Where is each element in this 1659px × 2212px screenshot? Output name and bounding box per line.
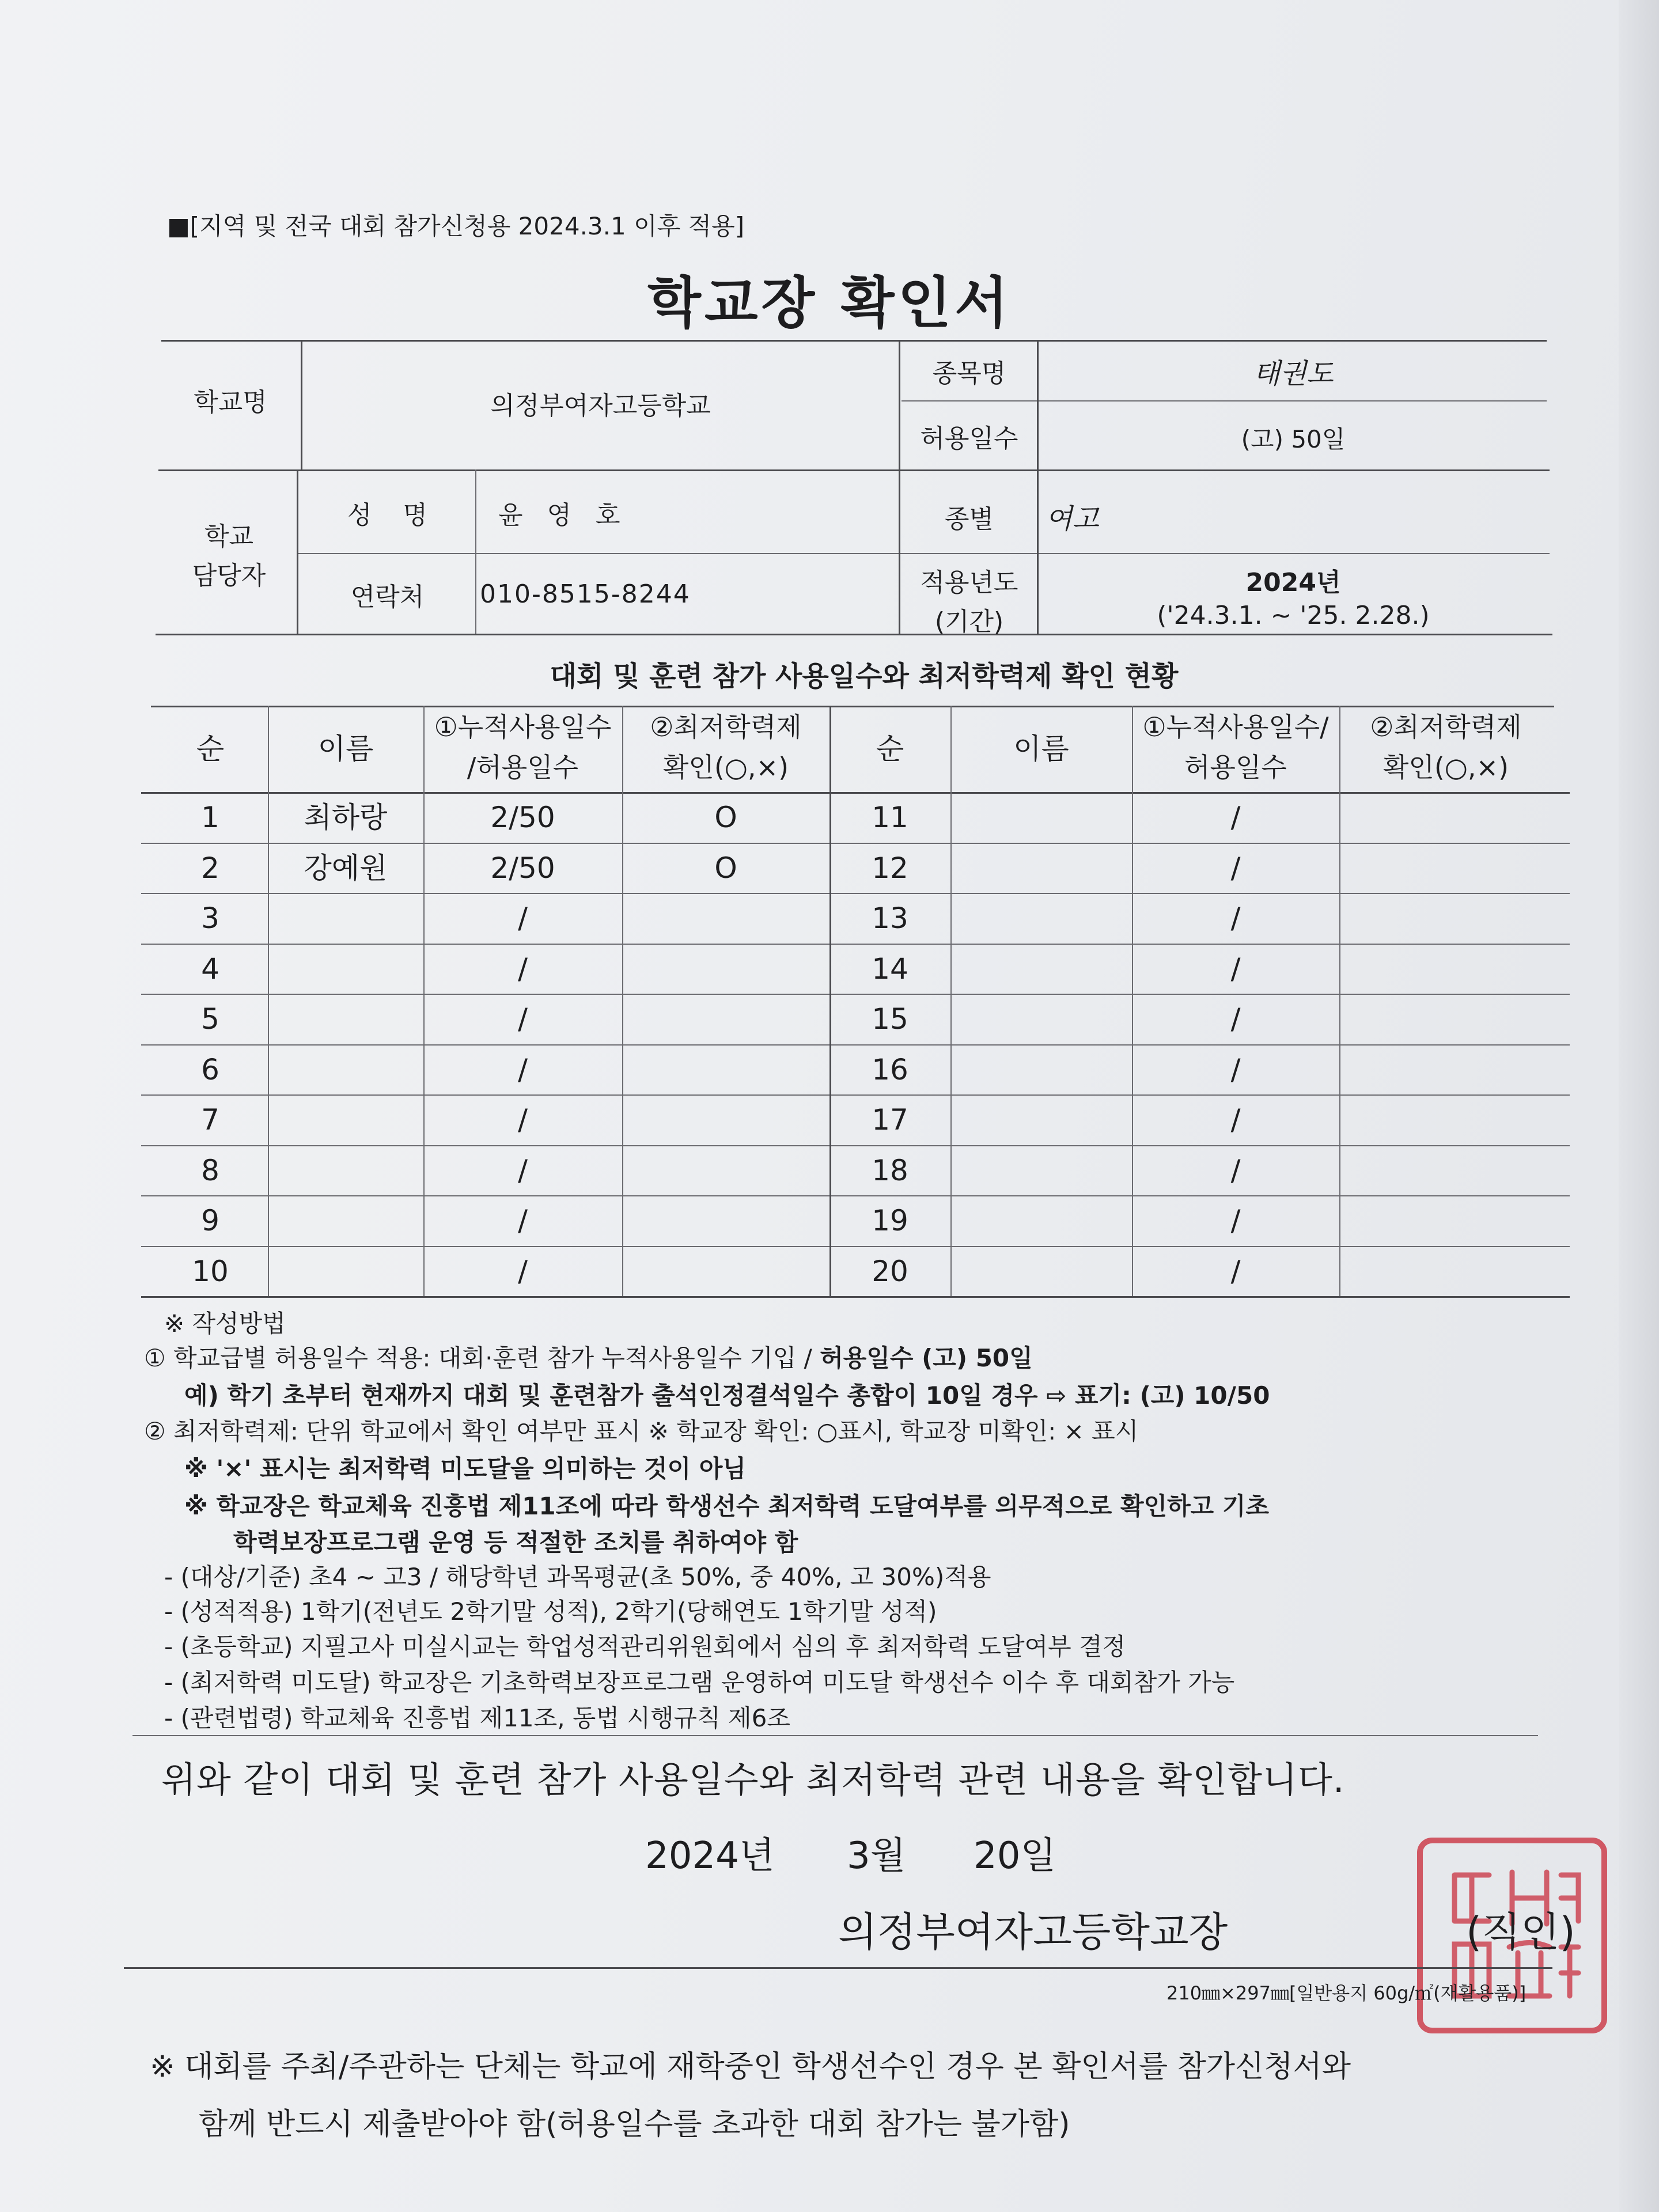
table-cell-name: 최하랑 [304,800,388,834]
header-no: 순 [196,732,225,766]
date-year: 2024년 [645,1835,775,1877]
period-label-line2: (기간) [934,607,1004,637]
table-cell-no-r: 12 [872,851,908,885]
header-note: ■[지역 및 전국 대회 참가신청용 2024.3.1 이후 적용] [167,212,745,240]
table-cell-days: / [518,1203,528,1237]
header-check-right-line1: ②최저학력제 [1370,711,1522,743]
table-cell-days-r: / [1230,800,1241,834]
table-cell-days: / [518,1052,528,1086]
table-cell-no: 1 [201,800,219,834]
table-cell-check: O [714,800,737,834]
table-cell-name-r [950,994,1132,1044]
table-cell-days-r: / [1230,1002,1241,1036]
table-cell-check-r [1339,944,1552,994]
table-cell-check-r [1339,1094,1552,1145]
table-cell-name-r [950,1246,1132,1297]
note-line-6: 학력보장프로그램 운영 등 적절한 조치를 취하여야 함 [233,1528,798,1556]
document-title: 학교장 확인서 [647,271,1012,335]
note-line-1a: ① 학교급별 허용일수 적용: 대회·훈련 참가 누적사용일수 기입 / [144,1344,820,1372]
table-cell-name-r [950,1195,1132,1246]
table-cell-check-r [1339,1195,1552,1246]
seal-label: (직인) [1466,1908,1575,1956]
header-days-right-line2: 허용일수 [1184,752,1287,783]
table-cell-days-r: / [1230,1052,1241,1086]
phone-label: 연락처 [350,582,425,612]
table-cell-no: 2 [201,851,219,885]
table-cell-name [268,1145,423,1196]
table-cell-no: 4 [201,952,219,986]
table-cell-check-r [1339,792,1552,843]
phone-value: 010-8515-8244 [480,579,691,609]
table-cell-days-r: / [1230,1103,1241,1137]
table-cell-name [268,893,423,944]
header-check-line1: ②최저학력제 [650,711,802,743]
table-cell-days-r: / [1230,851,1241,885]
table-cell-no-r: 17 [872,1103,908,1137]
table-cell-name-r [950,1094,1132,1145]
table-cell-name-r [950,843,1132,893]
table-cell-days-r: / [1230,1153,1241,1187]
notes-heading: ※ 작성방법 [164,1309,286,1338]
table-cell-check [622,1145,830,1196]
contact-label-line1: 학교 [204,522,253,551]
table-cell-check-r [1339,1246,1552,1297]
table-cell-no-r: 18 [872,1153,908,1187]
allowed-days-label: 허용일수 [920,424,1018,453]
sport-value: 태권도 [1253,358,1334,390]
table-cell-name [268,1195,423,1246]
table-cell-no: 8 [201,1153,219,1187]
note-line-8: - (성적적용) 1학기(전년도 2학기말 성적), 2학기(당해연도 1학기말 성적) [164,1597,937,1626]
table-cell-check-r [1339,1145,1552,1196]
table-cell-no: 7 [201,1103,219,1137]
table-cell-days-r: / [1230,1254,1241,1288]
date-day: 20일 [974,1835,1056,1877]
table-cell-check: O [714,851,737,885]
note-line-5: ※ 학교장은 학교체육 진흥법 제11조에 따라 학생선수 최저학력 도달여부를 의무적으로 확인하고 기초 [184,1492,1270,1520]
category-label: 종별 [944,505,994,534]
table-cell-no-r: 13 [872,901,908,935]
category-value: 여고 [1046,503,1099,535]
person-name-value: 윤 영 호 [498,501,628,530]
note-line-9: - (초등학교) 지필고사 미실시교는 학업성적관리위원회에서 심의 후 최저학력 도달여부 결정 [164,1633,1126,1661]
table-cell-no-r: 11 [872,800,908,834]
note-line-7: - (대상/기준) 초4 ~ 고3 / 해당학년 과목평균(초 50%, 중 40%, 고 30%)적용 [164,1563,991,1591]
header-name: 이름 [317,732,374,766]
page-edge-shadow [1619,0,1659,2212]
note-line-3: ② 최저학력제: 단위 학교에서 확인 여부만 표시 ※ 학교장 확인: ○표시, 학교장 미확인: × 표시 [144,1417,1139,1445]
principal-name: 의정부여자고등학교장 [838,1908,1228,1956]
table-cell-check [622,944,830,994]
school-name-value: 의정부여자고등학교 [490,391,711,421]
table-cell-name [268,1246,423,1297]
header-days-right-line1: ①누적사용일수/ [1142,711,1329,743]
footer-line-2: 함께 반드시 제출받아야 함(허용일수를 초과한 대회 참가는 불가함) [199,2107,1070,2142]
table-cell-no: 3 [201,901,219,935]
table-cell-check-r [1339,1044,1552,1095]
table-cell-check-r [1339,843,1552,893]
sport-label: 종목명 [932,359,1006,388]
table-cell-no-r: 15 [872,1002,908,1036]
table-cell-name-r [950,1145,1132,1196]
contact-label-line2: 담당자 [192,561,266,590]
header-check-right-line2: 확인(○,×) [1382,752,1509,783]
table-cell-days: 2/50 [490,851,555,885]
table-cell-name [268,1044,423,1095]
table-cell-days: / [518,1103,528,1137]
confirm-sentence: 위와 같이 대회 및 훈련 참가 사용일수와 최저학력 관련 내용을 확인합니다. [161,1759,1345,1801]
header-days-line1: ①누적사용일수 [434,711,612,743]
school-name-label: 학교명 [194,388,267,417]
table-cell-no: 10 [192,1254,229,1288]
table-cell-check-r [1339,893,1552,944]
table-cell-name-r [950,792,1132,843]
note-line-11: - (관련법령) 학교체육 진흥법 제11조, 동법 시행규칙 제6조 [164,1704,790,1732]
table-cell-name: 강예원 [304,851,388,885]
table-cell-check [622,1044,830,1095]
table-cell-days: / [518,952,528,986]
period-range-value: ('24.3.1. ~ '25. 2.28.) [1157,601,1430,630]
person-name-label: 성 명 [347,501,427,530]
table-cell-days: 2/50 [490,800,555,834]
table-cell-days: / [518,1153,528,1187]
table-cell-check-r [1339,994,1552,1044]
footer-line-1: ※ 대회를 주최/주관하는 단체는 학교에 재학중인 학생선수인 경우 본 확인서를 참가신청서와 [150,2050,1351,2084]
table-cell-no-r: 20 [872,1254,908,1288]
note-line-4: ※ '×' 표시는 최저학력 미도달을 의미하는 것이 아님 [184,1455,746,1483]
table-cell-no: 6 [201,1052,219,1086]
table-cell-days-r: / [1230,1203,1241,1237]
period-year-value: 2024년 [1245,568,1341,597]
header-no-right: 순 [876,732,904,766]
table-cell-days: / [518,1254,528,1288]
note-line-2: 예) 학기 초부터 현재까지 대회 및 훈련참가 출석인정결석일수 총합이 10일 경우 ⇨ 표기: (고) 10/50 [184,1381,1270,1410]
table-cell-days-r: / [1230,901,1241,935]
table-cell-check [622,1195,830,1246]
table-cell-days-r: / [1230,952,1241,986]
note-line-10: - (최저학력 미도달) 학교장은 기초학력보장프로그램 운영하여 미도달 학생선수 이수 후 대회참가 가능 [164,1668,1235,1696]
table-cell-no-r: 19 [872,1203,908,1237]
header-days-line2: /허용일수 [467,752,579,783]
table-cell-name [268,994,423,1044]
table-cell-check [622,994,830,1044]
table-cell-name-r [950,1044,1132,1095]
table-cell-name-r [950,893,1132,944]
period-label-line1: 적용년도 [920,568,1018,597]
header-check-line2: 확인(○,×) [662,752,789,783]
table-cell-name-r [950,944,1132,994]
table-cell-days: / [518,1002,528,1036]
table-cell-name [268,944,423,994]
table-cell-no: 9 [201,1203,219,1237]
allowed-days-value: (고) 50일 [1241,425,1346,453]
note-line-1b: 허용일수 (고) 50일 [820,1344,1033,1372]
date-month: 3월 [847,1835,906,1877]
table-cell-no-r: 16 [872,1052,908,1086]
table-cell-check [622,1246,830,1297]
table-cell-check [622,893,830,944]
table-cell-check [622,1094,830,1145]
header-name-right: 이름 [1013,732,1069,766]
paper-spec: 210㎜×297㎜[일반용지 60g/㎡(재활용품)] [1166,1982,1527,2004]
table-cell-no: 5 [201,1002,219,1036]
table-cell-days: / [518,901,528,935]
table-cell-no-r: 14 [872,952,908,986]
table-cell-name [268,1094,423,1145]
table-title: 대회 및 훈련 참가 사용일수와 최저학력제 확인 현황 [550,660,1179,692]
note-line-1 [144,1339,1033,1374]
